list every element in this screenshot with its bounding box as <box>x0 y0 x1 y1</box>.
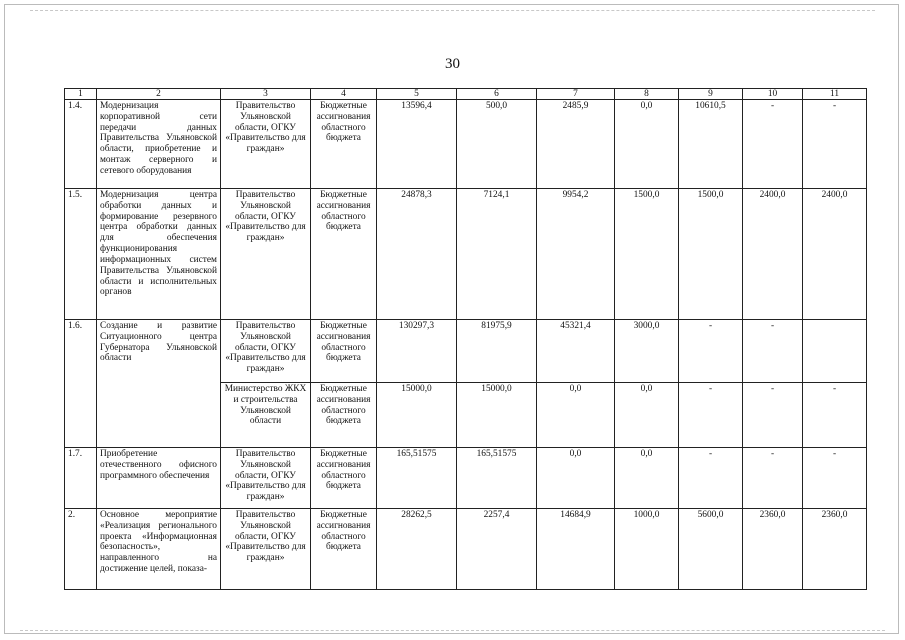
value-total: 15000,0 <box>377 383 457 448</box>
value-col9: 1500,0 <box>679 189 743 320</box>
value-col7: 9954,2 <box>537 189 615 320</box>
funding-source: Бюджетные ассигнования областного бюджета <box>311 189 377 320</box>
column-header: 3 <box>221 89 311 100</box>
table-row <box>65 189 867 320</box>
value-col9: - <box>679 383 743 448</box>
value-col7: 0,0 <box>537 448 615 509</box>
value-col11 <box>803 320 867 383</box>
value-col11: - <box>803 383 867 448</box>
value-total: 165,51575 <box>377 448 457 509</box>
column-header: 4 <box>311 89 377 100</box>
value-col9: - <box>679 320 743 383</box>
value-col8: 3000,0 <box>615 320 679 383</box>
value-col10: - <box>743 448 803 509</box>
measure-name: Создание и развитие Ситуационного центра Губернатора Ульяновской области <box>97 320 221 448</box>
value-col11: - <box>803 448 867 509</box>
table-row <box>65 509 867 590</box>
column-header: 2 <box>97 89 221 100</box>
funding-source: Бюджетные ассигнования областного бюджета <box>311 320 377 383</box>
funding-source: Бюджетные ассигнования областного бюджета <box>311 100 377 189</box>
value-col9: - <box>679 448 743 509</box>
value-col6: 2257,4 <box>457 509 537 590</box>
value-col11: 2400,0 <box>803 189 867 320</box>
row-number: 1.7. <box>65 448 97 509</box>
column-header: 10 <box>743 89 803 100</box>
value-col10: - <box>743 383 803 448</box>
executor: Правительство Ульяновской области, ОГКУ «Правительство для граждан» <box>221 100 311 189</box>
measure-name: Основное мероприятие «Реализация регионального проекта «Информационная безопасность», направленного на достижение целей, показа- <box>97 509 221 590</box>
value-col8: 0,0 <box>615 383 679 448</box>
column-header: 5 <box>377 89 457 100</box>
column-header: 7 <box>537 89 615 100</box>
funding-source: Бюджетные ассигнования областного бюджета <box>311 509 377 590</box>
value-col8: 0,0 <box>615 448 679 509</box>
value-col10: 2400,0 <box>743 189 803 320</box>
row-number: 2. <box>65 509 97 590</box>
row-number: 1.5. <box>65 189 97 320</box>
measure-name: Модернизация центра обработки данных и формирование резервного центра обработки данных для обеспечения функционирования информационных систем Правительства Ульяновской области и исполнительных органов <box>97 189 221 320</box>
value-col11: 2360,0 <box>803 509 867 590</box>
scan-artifact-bottom <box>20 630 885 631</box>
value-col7: 45321,4 <box>537 320 615 383</box>
executor: Министерство ЖКХ и строительства Ульяновской области <box>221 383 311 448</box>
value-col10: - <box>743 320 803 383</box>
executor: Правительство Ульяновской области, ОГКУ «Правительство для граждан» <box>221 320 311 383</box>
value-col6: 165,51575 <box>457 448 537 509</box>
column-header: 6 <box>457 89 537 100</box>
table-row <box>65 448 867 509</box>
value-col8: 1000,0 <box>615 509 679 590</box>
value-col6: 7124,1 <box>457 189 537 320</box>
column-header: 9 <box>679 89 743 100</box>
budget-table <box>64 88 867 590</box>
value-col7: 14684,9 <box>537 509 615 590</box>
value-col10: 2360,0 <box>743 509 803 590</box>
value-col10: - <box>743 100 803 189</box>
table-row <box>65 100 867 189</box>
value-col6: 500,0 <box>457 100 537 189</box>
column-header: 1 <box>65 89 97 100</box>
measure-name: Модернизация корпоративной сети передачи данных Правительства Ульяновской области, приобретение и монтаж серверного и сетевого оборудования <box>97 100 221 189</box>
value-total: 28262,5 <box>377 509 457 590</box>
executor: Правительство Ульяновской области, ОГКУ «Правительство для граждан» <box>221 509 311 590</box>
value-col6: 81975,9 <box>457 320 537 383</box>
executor: Правительство Ульяновской области, ОГКУ «Правительство для граждан» <box>221 448 311 509</box>
value-col7: 2485,9 <box>537 100 615 189</box>
measure-name: Приобретение отечественного офисного программного обеспечения <box>97 448 221 509</box>
funding-source: Бюджетные ассигнования областного бюджета <box>311 448 377 509</box>
column-header: 11 <box>803 89 867 100</box>
page-number: 30 <box>445 56 460 72</box>
value-total: 24878,3 <box>377 189 457 320</box>
value-col11: - <box>803 100 867 189</box>
value-col8: 1500,0 <box>615 189 679 320</box>
value-col9: 10610,5 <box>679 100 743 189</box>
value-col7: 0,0 <box>537 383 615 448</box>
table-row <box>65 320 867 383</box>
column-number-row <box>65 89 867 100</box>
value-col8: 0,0 <box>615 100 679 189</box>
executor: Правительство Ульяновской области, ОГКУ «Правительство для граждан» <box>221 189 311 320</box>
funding-source: Бюджетные ассигнования областного бюджета <box>311 383 377 448</box>
scan-artifact-top <box>30 10 875 11</box>
column-header: 8 <box>615 89 679 100</box>
value-col6: 15000,0 <box>457 383 537 448</box>
row-number: 1.6. <box>65 320 97 448</box>
value-col9: 5600,0 <box>679 509 743 590</box>
value-total: 130297,3 <box>377 320 457 383</box>
value-total: 13596,4 <box>377 100 457 189</box>
row-number: 1.4. <box>65 100 97 189</box>
